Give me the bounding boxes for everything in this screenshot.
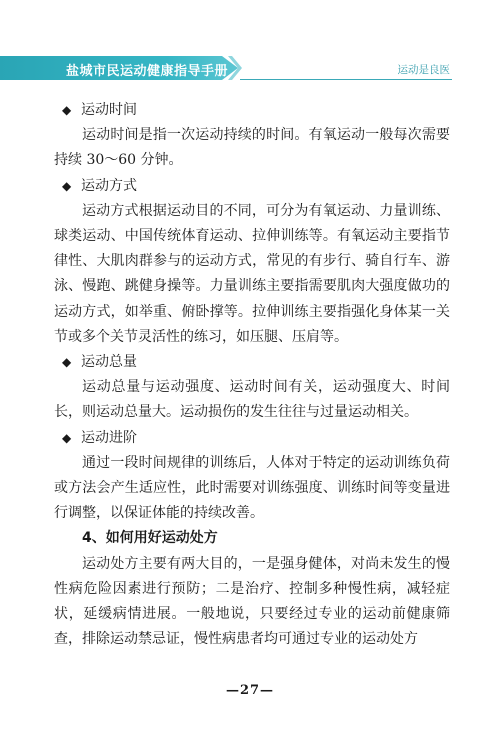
header-rule [240, 79, 452, 80]
paragraph-exercise-progression: 通过一段时间规律的训练后，人体对于特定的运动训练负荷或方法会产生适应性，此时需要对训练强度、训练时间等变量进行调整，以保证体能的持续改善。 [54, 454, 450, 522]
bullet-heading-exercise-volume [54, 350, 450, 375]
bullet-heading-text: 运动时间 [81, 102, 137, 118]
paragraph-exercise-mode: 运动方式根据运动目的不同，可分为有氧运动、力量训练、球类运动、中国传统体育运动、拉伸训练等。有氧运动主要指节律性、大肌肉群参与的运动方式，常见的有步行、骑自行车、游泳、慢跑、跳健身操等。力量训练主要指需要肌肉大强度做功的运动方式，如举重、俯卧撑等。拉伸训练主要指强化身体某一关节或多个关节灵活性的练习，如压腿、压肩等。 [54, 202, 450, 345]
page-number: —27— [225, 683, 275, 698]
diamond-bullet-icon: ◆ [62, 178, 72, 193]
paragraph-prescription: 运动处方主要有两大目的，一是强身健体，对尚未发生的慢性病危险因素进行预防；二是治疗、控制多种慢性病，减轻症状，延缓病情进展。一般地说，只要经过专业的运动前健康筛查，排除运动禁忌证，慢性病患者均可通过专业的运动处方 [54, 555, 450, 648]
bullet-heading-exercise-time [54, 98, 450, 123]
bullet-heading-exercise-progression [54, 426, 450, 451]
diamond-bullet-icon: ◆ [62, 103, 72, 117]
bullet-heading-exercise-mode [54, 174, 450, 199]
paragraph-exercise-volume: 运动总量与运动强度、运动时间有关，运动强度大、时间长，则运动总量大。运动损伤的发生往往与过量运动相关。 [54, 379, 450, 421]
bullet-heading-text: 运动方式 [81, 177, 137, 194]
page-content [54, 98, 450, 652]
section-heading-prescription: 4、如何用好运动处方 [82, 530, 218, 547]
page-header [0, 56, 500, 82]
diamond-bullet-icon: ◆ [62, 355, 72, 370]
diamond-bullet-icon: ◆ [62, 430, 72, 445]
bullet-heading-text: 运动总量 [81, 354, 137, 371]
handbook-title: 盐城市民运动健康指导手册 [66, 64, 229, 79]
bullet-heading-text: 运动进阶 [81, 429, 137, 446]
header-slogan: 运动是良医 [397, 64, 450, 76]
paragraph-exercise-time: 运动时间是指一次运动持续的时间。有氧运动一般每次需要持续 30～60 分钟。 [54, 127, 450, 169]
